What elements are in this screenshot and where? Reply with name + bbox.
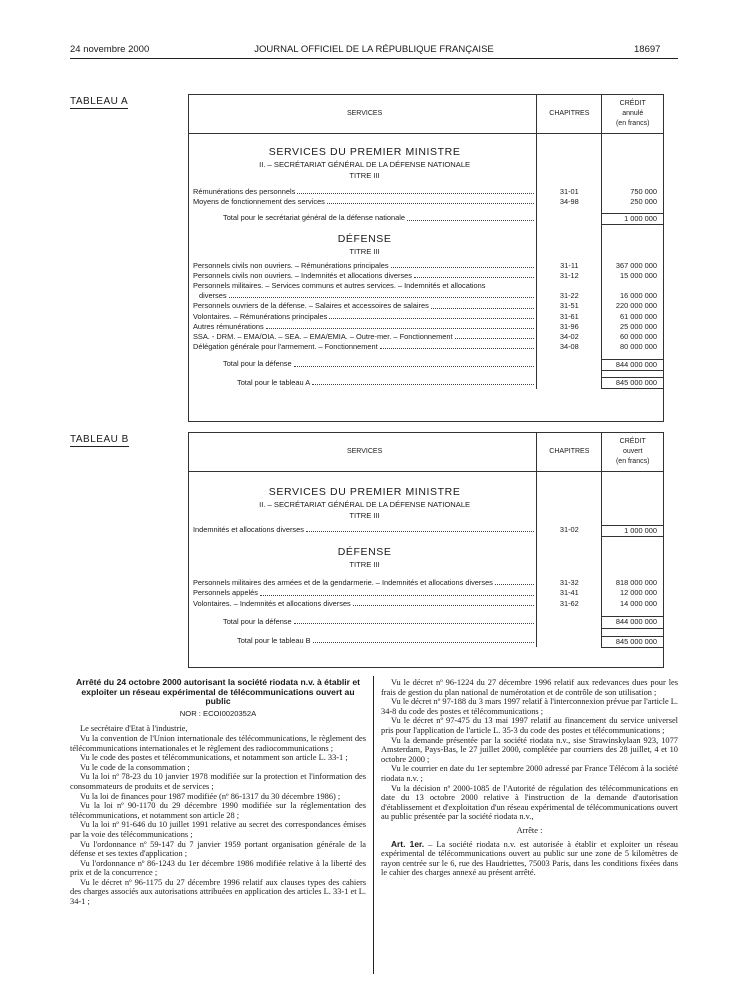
subtotal-row: Total pour la défense 844 000 000 xyxy=(189,359,663,370)
paragraph: Le secrétaire d'Etat à l'industrie, xyxy=(80,724,188,734)
col-header-chapitres: CHAPITRES xyxy=(537,433,602,472)
paragraph: Vu le décret nº 96-1175 du 27 décembre 1996 relatif aux clauses types des cahiers des charges associés aux autorisations attribuées en application des articles L. 33-1 et L. 34-1 ; xyxy=(70,877,366,907)
tableau-b xyxy=(189,433,663,648)
section-titre: TITRE III xyxy=(349,246,380,256)
paragraph: Vu le code des postes et télécommunications, et notamment son article L. 33-1 ; xyxy=(80,753,348,763)
table-row: Volontaires. – Indemnités et allocations diverses 31-62 14 000 000 xyxy=(189,599,663,609)
header-date: 24 novembre 2000 xyxy=(70,44,150,55)
grand-total-row: Total pour le tableau A 845 000 000 xyxy=(189,378,663,389)
section-titre: TITRE III xyxy=(349,560,380,570)
col-header-credit: CRÉDIT annulé (en francs) xyxy=(602,95,663,134)
header-title: JOURNAL OFFICIEL DE LA RÉPUBLIQUE FRANÇAISE xyxy=(254,44,494,55)
paragraph: Vu le courrier en date du 1er septembre 2000 adressé par France Télécom à la société riodata n.v. ; xyxy=(381,764,678,783)
table-row: Personnels appelés 31-41 12 000 000 xyxy=(189,588,663,598)
header-page-number: 18697 xyxy=(634,44,661,55)
section-subtitle: II. – SECRÉTARIAT GÉNÉRAL DE LA DÉFENSE NATIONALE xyxy=(259,160,471,169)
table-row: Personnels civils non ouvriers. – Indemnités et allocations diverses 31-12 15 000 000 xyxy=(189,271,663,281)
arrete-nor: NOR : ECOI0020352A xyxy=(179,708,257,718)
table-row: Personnels militaires. – Services communs et autres services. – Indemnités et allocations xyxy=(189,281,663,291)
paragraph: Vu la loi nº 91-646 du 10 juillet 1991 relative au secret des correspondances émises par la voie des télécommunications ; xyxy=(70,820,366,839)
section-subtitle: II. – SECRÉTARIAT GÉNÉRAL DE LA DÉFENSE NATIONALE xyxy=(259,500,471,509)
paragraph: Vu le décret nº 97-188 du 3 mars 1997 relatif à l'interconnexion prévue par l'article L. 34-8 du code des postes et télécommunications ; xyxy=(381,697,678,716)
section-titre: TITRE III xyxy=(349,171,380,180)
arrete-title: Arrêté du 24 octobre 2000 autorisant la société riodata n.v. à établir et exploiter un réseau expérimental de télécommunications ouvert au public xyxy=(75,677,360,707)
table-row: Volontaires. – Rémunérations principales 31-61 61 000 000 xyxy=(189,312,663,322)
paragraph: Vu la décision nº 2000-1085 de l'Autorité de régulation des télécommunications en date du 13 octobre 2000 relative à l'instruction de la demande d'autorisation d'établissement et d'exploitation d'un réseau expérimental de télécommunications ouvert au public présentée par la société riodata n.v., xyxy=(381,783,678,822)
section-titre: TITRE III xyxy=(349,511,380,520)
paragraph: Vu la loi de finances pour 1987 modifiée (nº 86-1317 du 30 décembre 1986) ; xyxy=(80,791,341,801)
paragraph: Vu le code de la consommation ; xyxy=(80,762,190,772)
header-rule xyxy=(70,58,678,59)
tableau-b-label: TABLEAU B xyxy=(70,434,129,445)
col-header-services: SERVICES xyxy=(189,433,537,472)
arrete-label: Arrête : xyxy=(516,825,543,835)
table-row: Délégation générale pour l'armement. – Fonctionnement 34-08 80 000 000 xyxy=(189,342,663,352)
column-divider xyxy=(373,676,374,974)
table-row: Indemnités et allocations diverses 31-02 1 000 000 xyxy=(189,525,663,536)
section-title: SERVICES DU PREMIER MINISTRE xyxy=(268,486,461,498)
paragraph: Vu la loi nº 90-1170 du 29 décembre 1990 modifiée sur la réglementation des télécommunications, et notamment son article 28 ; xyxy=(70,801,366,820)
table-row: Rémunérations des personnels 31-01 750 000 xyxy=(189,187,663,197)
article-1-text: – La société riodata n.v. est autorisée à établir et exploiter un réseau expérimental de télécommunications ouvert au public sur une zone de 5 kilomètres de rayon centrée sur le 6, rue des Haudriettes, 75003 Paris, dans les conditions fixées dans le cahier des charges annexé au présent arrêté. xyxy=(381,839,678,878)
col-header-credit: CRÉDIT ouvert (en francs) xyxy=(602,433,663,472)
paragraph: Vu le décret nº 96-1224 du 27 décembre 1996 relatif aux redevances dues pour les frais de gestion du plan national de numérotation et de contrôle de son utilisation ; xyxy=(381,678,678,697)
tableau-a xyxy=(189,95,663,389)
article-1 xyxy=(381,840,678,878)
section-title: DÉFENSE xyxy=(337,232,392,245)
article-1-label: Art. 1er. xyxy=(391,838,425,849)
table-row: SSA. - DRM. – EMA/OIA. – SEA. – EMA/EMIA. – Outre-mer. – Fonctionnement 34-02 60 000 000 xyxy=(189,332,663,342)
subtotal-row: Total pour le secrétariat général de la défense nationale 1 000 000 xyxy=(189,213,663,224)
col-header-chapitres: CHAPITRES xyxy=(537,95,602,134)
tableau-a-label: TABLEAU A xyxy=(70,96,129,107)
section-title: DÉFENSE xyxy=(337,546,392,559)
paragraph: Vu l'ordonnance nº 59-147 du 7 janvier 1959 portant organisation générale de la défense et ses textes d'application ; xyxy=(70,839,366,859)
table-row: Personnels militaires des armées et de la gendarmerie. – Indemnités et allocations diverses 31-32 818 000 000 xyxy=(189,578,663,588)
grand-total-row: Total pour le tableau B 845 000 000 xyxy=(189,636,663,647)
arrete-left-column xyxy=(70,678,366,907)
table-row: Personnels civils non ouvriers. – Rémunérations principales 31-11 367 000 000 xyxy=(189,261,663,271)
table-row: Moyens de fonctionnement des services 34-98 250 000 xyxy=(189,197,663,207)
paragraph: Vu la convention de l'Union internationale des télécommunications, le règlement des télécommunications internationales et le règlement des radiocommunications ; xyxy=(70,733,366,753)
section-title: SERVICES DU PREMIER MINISTRE xyxy=(268,146,461,158)
col-header-services: SERVICES xyxy=(189,95,537,134)
paragraph: Vu la loi nº 78-23 du 10 janvier 1978 modifiée sur la protection et l'information des consommateurs de produits et de services ; xyxy=(70,772,366,791)
table-row: diverses 31-22 16 000 000 xyxy=(189,291,663,301)
table-row: Personnels ouvriers de la défense. – Salaires et accessoires de salaires 31-51 220 000 000 xyxy=(189,301,663,311)
paragraph: Vu la demande présentée par la société riodata n.v., sise Strawinskylaan 923, 1077 Amsterdam, Pays-Bas, le 27 juillet 2000, complétée par courriers des 28 juillet, 4 et 10 octobre 2000 ; xyxy=(381,735,678,764)
table-row: Autres rémunérations 31-96 25 000 000 xyxy=(189,322,663,332)
subtotal-row: Total pour la défense 844 000 000 xyxy=(189,617,663,628)
arrete-right-column xyxy=(381,678,678,878)
paragraph: Vu l'ordonnance nº 86-1243 du 1er décembre 1986 modifiée relative à la liberté des prix et de la concurrence ; xyxy=(70,858,366,878)
paragraph: Vu le décret nº 97-475 du 13 mai 1997 relatif au financement du service universel pris pour l'application de l'article L. 35-3 du code des postes et télécommunications ; xyxy=(381,716,678,735)
